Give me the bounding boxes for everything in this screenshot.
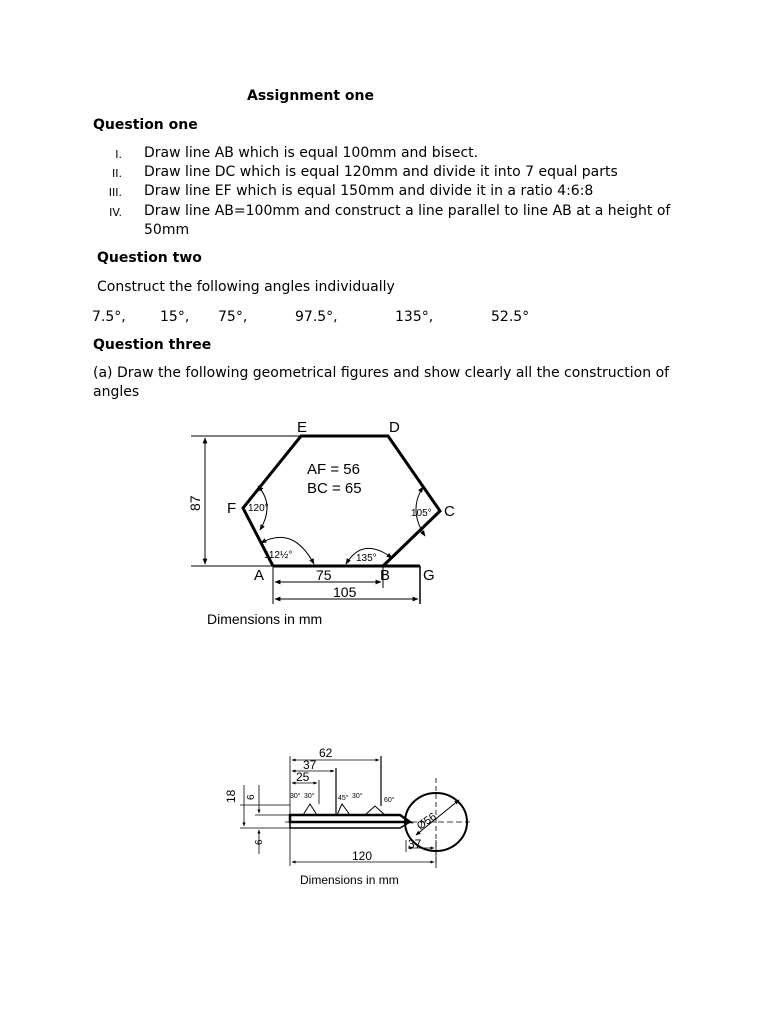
- item-1-number: I.: [115, 148, 122, 161]
- height-dimension-label: 87: [187, 495, 203, 511]
- item-3-text: Draw line EF which is equal 150mm and divide it in a ratio 4:6:8: [144, 183, 594, 199]
- vertex-label-f: F: [227, 500, 237, 517]
- angle-value: 97.5°,: [295, 309, 338, 325]
- dimension-37-top-label: 37: [303, 758, 317, 772]
- angle-value: 135°,: [395, 309, 434, 325]
- angle-value: 75°,: [218, 309, 248, 325]
- dimension-6-top-label: 6: [246, 794, 257, 800]
- vertex-label-c: C: [444, 503, 455, 520]
- question-two-heading: Question two: [97, 250, 202, 266]
- angle-label-f: 120°: [248, 503, 269, 514]
- angle-label-30c: 30°: [352, 793, 363, 800]
- vertex-label-e: E: [297, 419, 308, 436]
- af-note: AF = 56: [307, 461, 360, 478]
- question-two-instruction: Construct the following angles individually: [97, 279, 395, 295]
- dimension-75-label: 75: [316, 567, 332, 583]
- angle-label-c: 105°: [411, 508, 432, 519]
- dimension-25-label: 25: [296, 770, 310, 784]
- dimension-120-label: 120: [352, 849, 373, 863]
- angle-label-45: 45°: [338, 795, 349, 802]
- question-one-heading: Question one: [93, 117, 198, 133]
- dimension-37-bottom-label: 37: [408, 837, 422, 851]
- item-4-text: Draw line AB=100mm and construct a line parallel to line AB at a height of: [144, 203, 671, 219]
- angle-value: 15°,: [160, 309, 190, 325]
- angle-label-60: 60°: [384, 797, 395, 804]
- assignment-title: Assignment one: [247, 88, 374, 104]
- angle-label-30a: 30°: [290, 793, 301, 800]
- item-4-number: IV.: [109, 206, 122, 219]
- figure1-caption: Dimensions in mm: [207, 611, 323, 627]
- figure2-caption: Dimensions in mm: [300, 873, 399, 887]
- vertex-label-d: D: [389, 419, 400, 436]
- question-three-instruction-continued: angles: [93, 384, 140, 400]
- item-2-text: Draw line DC which is equal 120mm and divide it into 7 equal parts: [144, 164, 618, 180]
- dimension-62-label: 62: [319, 746, 333, 760]
- dimension-6-bottom-label: 6: [254, 839, 265, 845]
- dimension-18-label: 18: [224, 789, 238, 803]
- angle-value: 52.5°: [491, 309, 530, 325]
- angle-label-30b: 30°: [304, 793, 315, 800]
- dimension-105-label: 105: [333, 584, 357, 600]
- vertex-label-a: A: [254, 567, 265, 584]
- bc-note: BC = 65: [307, 480, 362, 497]
- item-4-text-continued: 50mm: [144, 222, 190, 238]
- question-three-instruction: (a) Draw the following geometrical figures and show clearly all the construction of: [93, 365, 670, 381]
- item-2-number: II.: [112, 167, 122, 180]
- question-three-heading: Question three: [93, 337, 212, 353]
- angle-value: 7.5°,: [92, 309, 126, 325]
- item-1-text: Draw line AB which is equal 100mm and bisect.: [144, 145, 479, 161]
- vertex-label-b: B: [380, 567, 391, 584]
- diameter-label: Ø56: [414, 810, 439, 833]
- angle-label-b: 135°: [356, 553, 377, 564]
- item-3-number: III.: [108, 186, 122, 199]
- hexagon-outline: [243, 436, 440, 566]
- angle-label-a: 112½°: [264, 550, 293, 561]
- vertex-label-g: G: [423, 567, 435, 584]
